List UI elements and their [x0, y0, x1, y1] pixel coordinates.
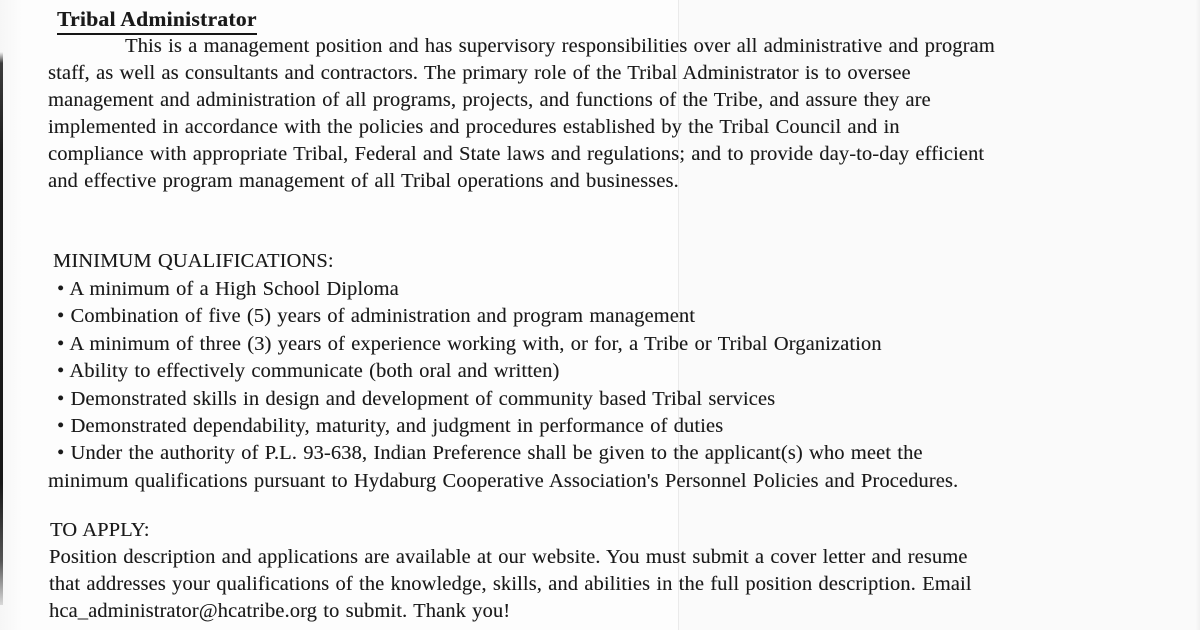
email-address: hca_administrator@hcatribe.org	[49, 600, 317, 622]
page-title-text: Tribal Administrator	[57, 7, 257, 35]
to-apply-heading: TO APPLY:	[50, 519, 150, 541]
text-line: and effective program management of all Tribal operations and businesses.	[48, 170, 679, 192]
text-line: management and administration of all programs, projects, and functions of the Tribe, and assure they are	[48, 89, 931, 111]
bullet-item: • Ability to effectively communicate (both oral and written)	[57, 360, 560, 383]
intro-paragraph	[48, 33, 995, 195]
qualifications-list	[48, 276, 958, 495]
text-line: staff, as well as consultants and contractors. The primary role of the Tribal Administrator is to oversee	[48, 62, 911, 84]
text-line: Position description and applications are available at our website. You must submit a cover letter and resume	[49, 546, 968, 568]
text-line: that addresses your qualifications of the knowledge, skills, and abilities in the full position description. Email	[49, 573, 972, 595]
bullet-item: • Demonstrated skills in design and development of community based Tribal services	[57, 387, 776, 410]
apply-paragraph	[49, 544, 972, 625]
text-line	[49, 598, 972, 625]
scan-right-edge-artifact	[1195, 0, 1200, 630]
bullet-item: • Under the authority of P.L. 93-638, Indian Preference shall be given to the applicant(s) who meet the	[57, 442, 923, 465]
page-title	[57, 7, 257, 35]
text-line: implemented in accordance with the policies and procedures established by the Tribal Council and in	[48, 116, 900, 138]
bullet-item: • A minimum of a High School Diploma	[57, 278, 399, 300]
text-line: compliance with appropriate Tribal, Federal and State laws and regulations; and to provide day-to-day efficient	[48, 143, 985, 165]
minimum-qualifications-heading: MINIMUM QUALIFICATIONS:	[53, 250, 334, 272]
email-line-suffix: to submit. Thank you!	[316, 600, 511, 622]
text-line: This is a management position and has supervisory responsibilities over all administrative and program	[125, 35, 995, 57]
bullet-continuation-line: minimum qualifications pursuant to Hydaburg Cooperative Association's Personnel Policies and Procedures.	[48, 469, 959, 492]
bullet-item: • Combination of five (5) years of administration and program management	[57, 305, 696, 328]
scan-left-edge-artifact	[0, 52, 3, 605]
bullet-item: • Demonstrated dependability, maturity, and judgment in performance of duties	[57, 415, 724, 438]
bullet-item: • A minimum of three (3) years of experience working with, or for, a Tribe or Tribal Organization	[57, 332, 882, 355]
